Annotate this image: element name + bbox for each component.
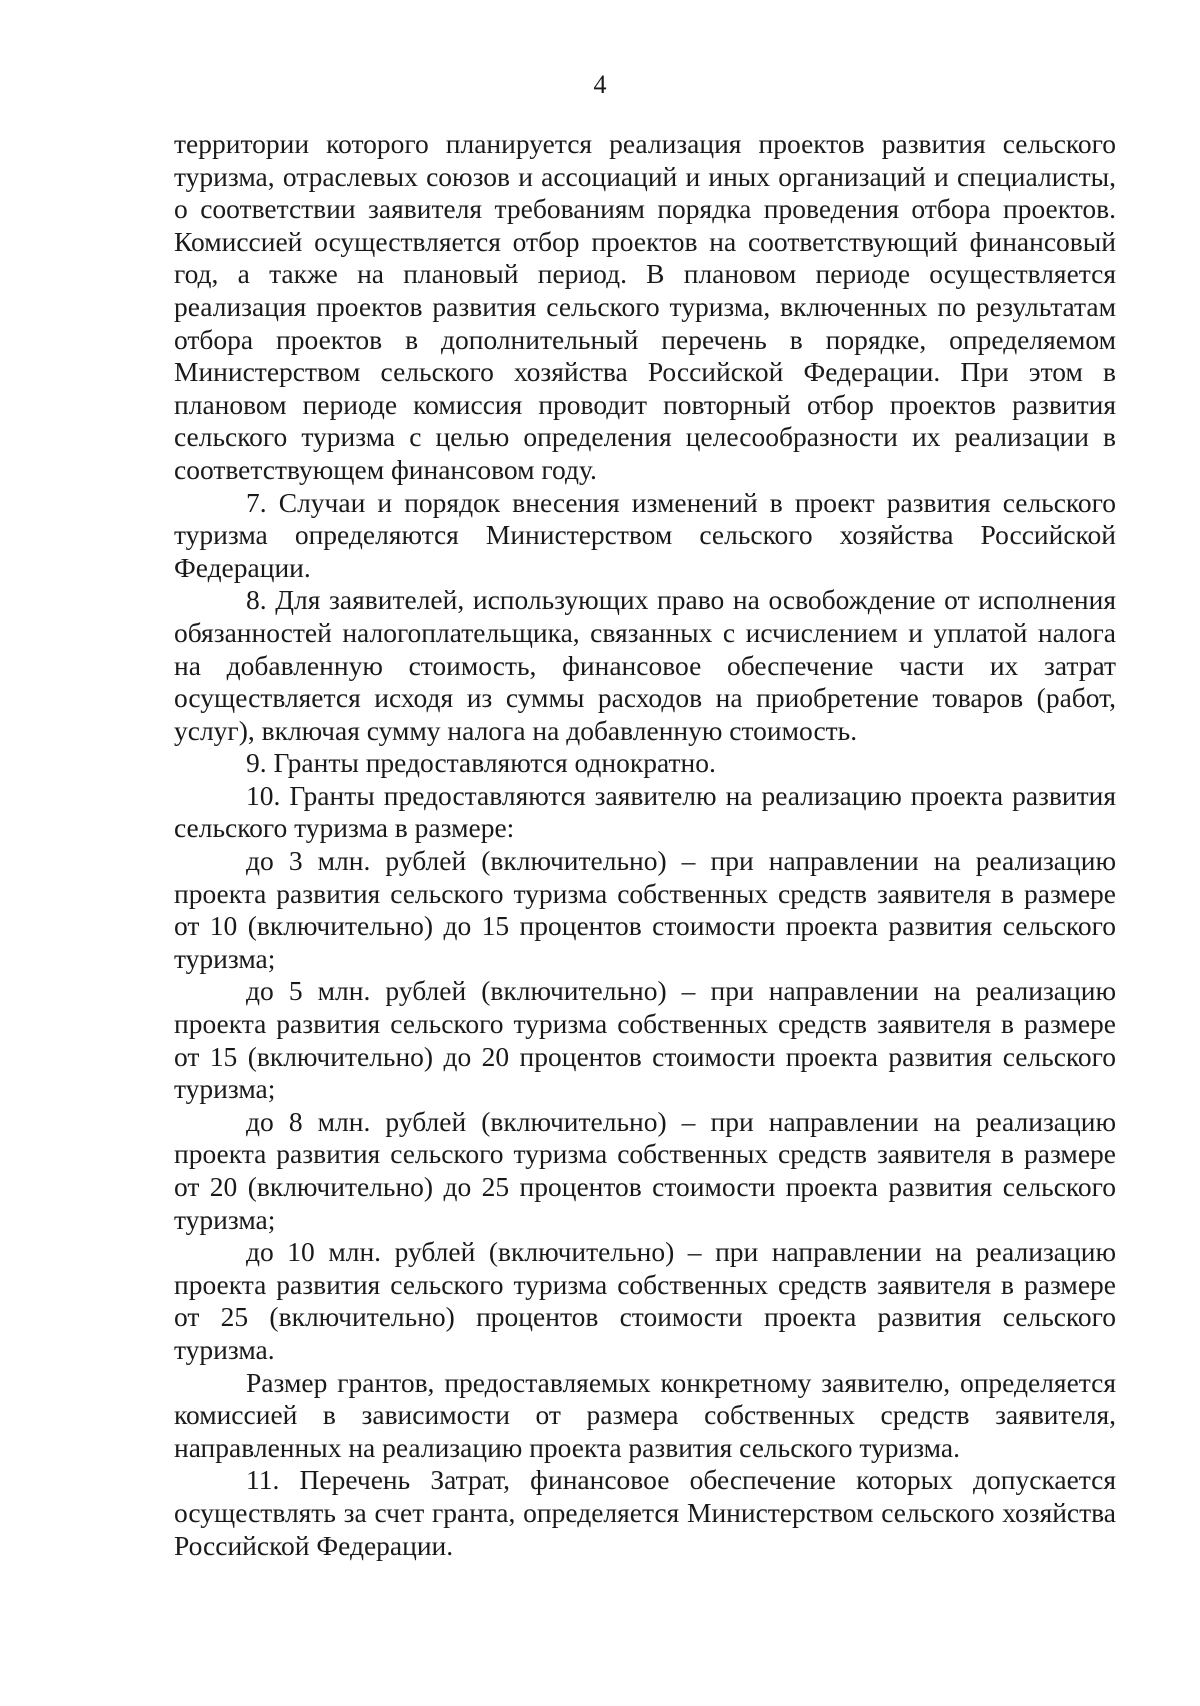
- paragraph-commission-selection: территории которого планируется реализация проектов развития сельского туризма, отраслевых союзов и ассоциаций и иных организаций и специалисты, о соответствии заявителя требованиям порядка проведения отбора проектов. Комиссией осуществляется отбор проектов на соответствующий финансовый год, а также на плановый период. В плановом периоде осуществляется реализация проектов развития сельского туризма, включенных по результатам отбора проектов в дополнительный перечень в порядке, определяемом Министерством сельского хозяйства Российской Федерации. При этом в плановом периоде комиссия проводит повторный отбор проектов развития сельского туризма с целью определения целесообразности их реализации в соответствующем финансовом году.: [174, 128, 1116, 485]
- grant-tier-8-million: до 8 млн. рублей (включительно) – при направлении на реализацию проекта развития сельского туризма собственных средств заявителя в размере от 20 (включительно) до 25 процентов стоимости проекта развития сельского туризма;: [174, 1105, 1116, 1235]
- grant-tier-3-million: до 3 млн. рублей (включительно) – при направлении на реализацию проекта развития сельского туризма собственных средств заявителя в размере от 10 (включительно) до 15 процентов стоимости проекта развития сельского туризма;: [174, 845, 1116, 974]
- grant-tier-5-million: до 5 млн. рублей (включительно) – при направлении на реализацию проекта развития сельского туризма собственных средств заявителя в размере от 15 (включительно) до 20 процентов стоимости проекта развития сельского туризма;: [174, 975, 1116, 1105]
- paragraph-9-one-time-grant: 9. Гранты предоставляются однократно.: [246, 747, 716, 779]
- paragraph-8-vat-exemption: 8. Для заявителей, использующих право на освобождение от исполнения обязанностей налогоплательщика, связанных с исчислением и уплатой налога на добавленную стоимость, финансовое обеспечение части их затрат осуществляется исходя из суммы расходов на приобретение товаров (работ, услуг), включая сумму налога на добавленную стоимость.: [174, 584, 1116, 746]
- document-body: [174, 128, 1116, 1562]
- page-number: 4: [593, 70, 607, 99]
- paragraph-grant-size-determination: Размер грантов, предоставляемых конкретному заявителю, определяется комиссией в зависимости от размера собственных средств заявителя, направленных на реализацию проекта развития сельского туризма.: [174, 1366, 1116, 1463]
- paragraph-11-expense-list: 11. Перечень Затрат, финансовое обеспечение которых допускается осуществлять за счет гранта, определяется Министерством сельского хозяйства Российской Федерации.: [174, 1464, 1116, 1561]
- grant-tier-10-million: до 10 млн. рублей (включительно) – при направлении на реализацию проекта развития сельского туризма собственных средств заявителя в размере от 25 (включительно) процентов стоимости проекта развития сельского туризма.: [174, 1236, 1116, 1365]
- paragraph-7-project-changes: 7. Случаи и порядок внесения изменений в проект развития сельского туризма определяются Министерством сельского хозяйства Российской Федерации.: [174, 486, 1116, 583]
- paragraph-10-grant-amount: 10. Гранты предоставляются заявителю на реализацию проекта развития сельского туризма в размере:: [174, 779, 1116, 844]
